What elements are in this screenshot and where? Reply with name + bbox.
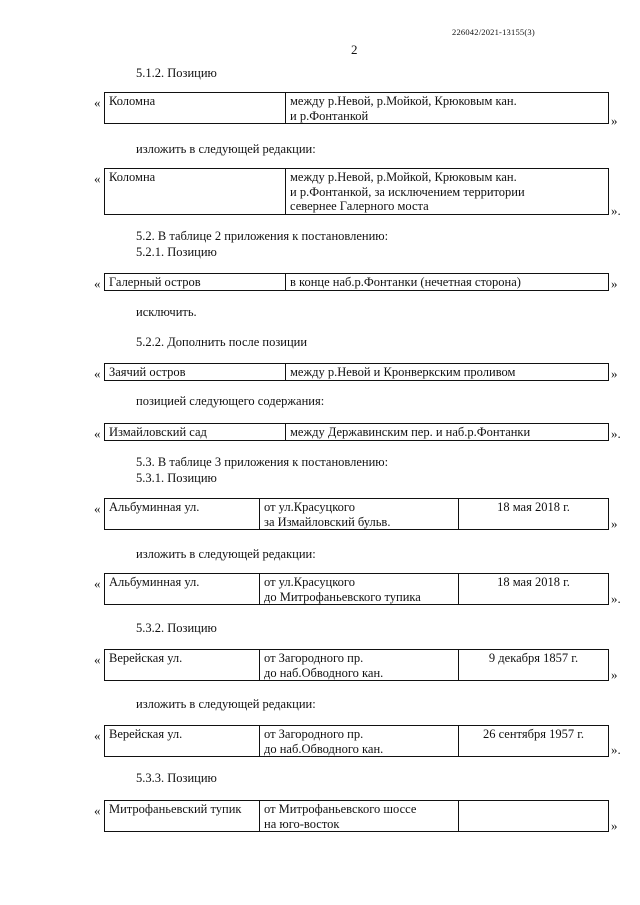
edit-instruction: изложить в следующей редакции:	[136, 697, 316, 711]
cell-boundary: между р.Невой, р.Мойкой, Крюковым кан. и р.Фонтанкой	[286, 93, 609, 124]
cell-boundary: в конце наб.р.Фонтанки (нечетная сторона)	[286, 274, 609, 291]
exclude-instruction: исключить.	[136, 305, 197, 319]
quote-close: »	[611, 366, 618, 381]
position-table-mitrofanyevsky	[104, 800, 609, 832]
quote-close: ».	[611, 203, 621, 218]
heading-5-3-3: 5.3.3. Позицию	[136, 771, 217, 785]
cell-boundary: от Загородного пр. до наб.Обводного кан.	[260, 650, 459, 681]
page-number: 2	[351, 42, 358, 57]
quote-open: «	[94, 276, 101, 291]
cell-date: 9 декабря 1857 г.	[459, 650, 609, 681]
cell-boundary: между р.Невой, р.Мойкой, Крюковым кан. и р.Фонтанкой, за исключением территории севернее Галерного моста	[286, 169, 609, 215]
cell-boundary: между р.Невой и Кронверкским проливом	[286, 364, 609, 381]
cell-date	[459, 801, 609, 832]
edit-instruction: изложить в следующей редакции:	[136, 142, 316, 156]
quote-open: «	[94, 652, 101, 667]
content-instruction: позицией следующего содержания:	[136, 394, 325, 408]
cell-date: 18 мая 2018 г.	[459, 574, 609, 605]
quote-close: ».	[611, 591, 621, 606]
cell-name: Альбуминная ул.	[105, 499, 260, 530]
heading-5-1-2: 5.1.2. Позицию	[136, 66, 217, 80]
cell-name: Коломна	[105, 169, 286, 215]
position-table-vereyskaya-old	[104, 649, 609, 681]
position-table-vereyskaya-new	[104, 725, 609, 757]
cell-boundary: между Державинским пер. и наб.р.Фонтанки	[286, 424, 609, 441]
cell-name: Галерный остров	[105, 274, 286, 291]
quote-close: »	[611, 667, 618, 682]
cell-boundary: от ул.Красуцкого за Измайловский бульв.	[260, 499, 459, 530]
quote-open: «	[94, 803, 101, 818]
position-table-zayachy	[104, 363, 609, 381]
quote-close: »	[611, 818, 618, 833]
quote-open: «	[94, 95, 101, 110]
position-table-izmailovsky	[104, 423, 609, 441]
position-table-kolomna-new	[104, 168, 609, 215]
quote-close: »	[611, 113, 618, 128]
cell-name: Альбуминная ул.	[105, 574, 260, 605]
quote-close: ».	[611, 426, 621, 441]
quote-open: «	[94, 366, 101, 381]
cell-date: 18 мая 2018 г.	[459, 499, 609, 530]
quote-open: «	[94, 171, 101, 186]
cell-boundary: от Митрофаньевского шоссе на юго-восток	[260, 801, 459, 832]
quote-open: «	[94, 501, 101, 516]
quote-open: «	[94, 426, 101, 441]
cell-name: Измайловский сад	[105, 424, 286, 441]
heading-5-3-1: 5.3.1. Позицию	[136, 471, 217, 485]
quote-open: «	[94, 576, 101, 591]
heading-5-2-1: 5.2.1. Позицию	[136, 245, 217, 259]
cell-boundary: от ул.Красуцкого до Митрофаньевского тупика	[260, 574, 459, 605]
position-table-albuminnaya-new	[104, 573, 609, 605]
cell-name: Митрофаньевский тупик	[105, 801, 260, 832]
quote-close: ».	[611, 742, 621, 757]
heading-5-3: 5.3. В таблице 3 приложения к постановлению:	[136, 455, 389, 469]
position-table-galerny	[104, 273, 609, 291]
heading-5-3-2: 5.3.2. Позицию	[136, 621, 217, 635]
heading-5-2: 5.2. В таблице 2 приложения к постановлению:	[136, 229, 389, 243]
cell-boundary: от Загородного пр. до наб.Обводного кан.	[260, 726, 459, 757]
cell-name: Коломна	[105, 93, 286, 124]
position-table-kolomna-old	[104, 92, 609, 124]
cell-date: 26 сентября 1957 г.	[459, 726, 609, 757]
position-table-albuminnaya-old	[104, 498, 609, 530]
cell-name: Заячий остров	[105, 364, 286, 381]
edit-instruction: изложить в следующей редакции:	[136, 547, 316, 561]
document-number: 226042/2021-13155(3)	[452, 27, 535, 37]
quote-close: »	[611, 276, 618, 291]
quote-open: «	[94, 728, 101, 743]
cell-name: Верейская ул.	[105, 650, 260, 681]
cell-name: Верейская ул.	[105, 726, 260, 757]
heading-5-2-2: 5.2.2. Дополнить после позиции	[136, 335, 308, 349]
quote-close: »	[611, 516, 618, 531]
